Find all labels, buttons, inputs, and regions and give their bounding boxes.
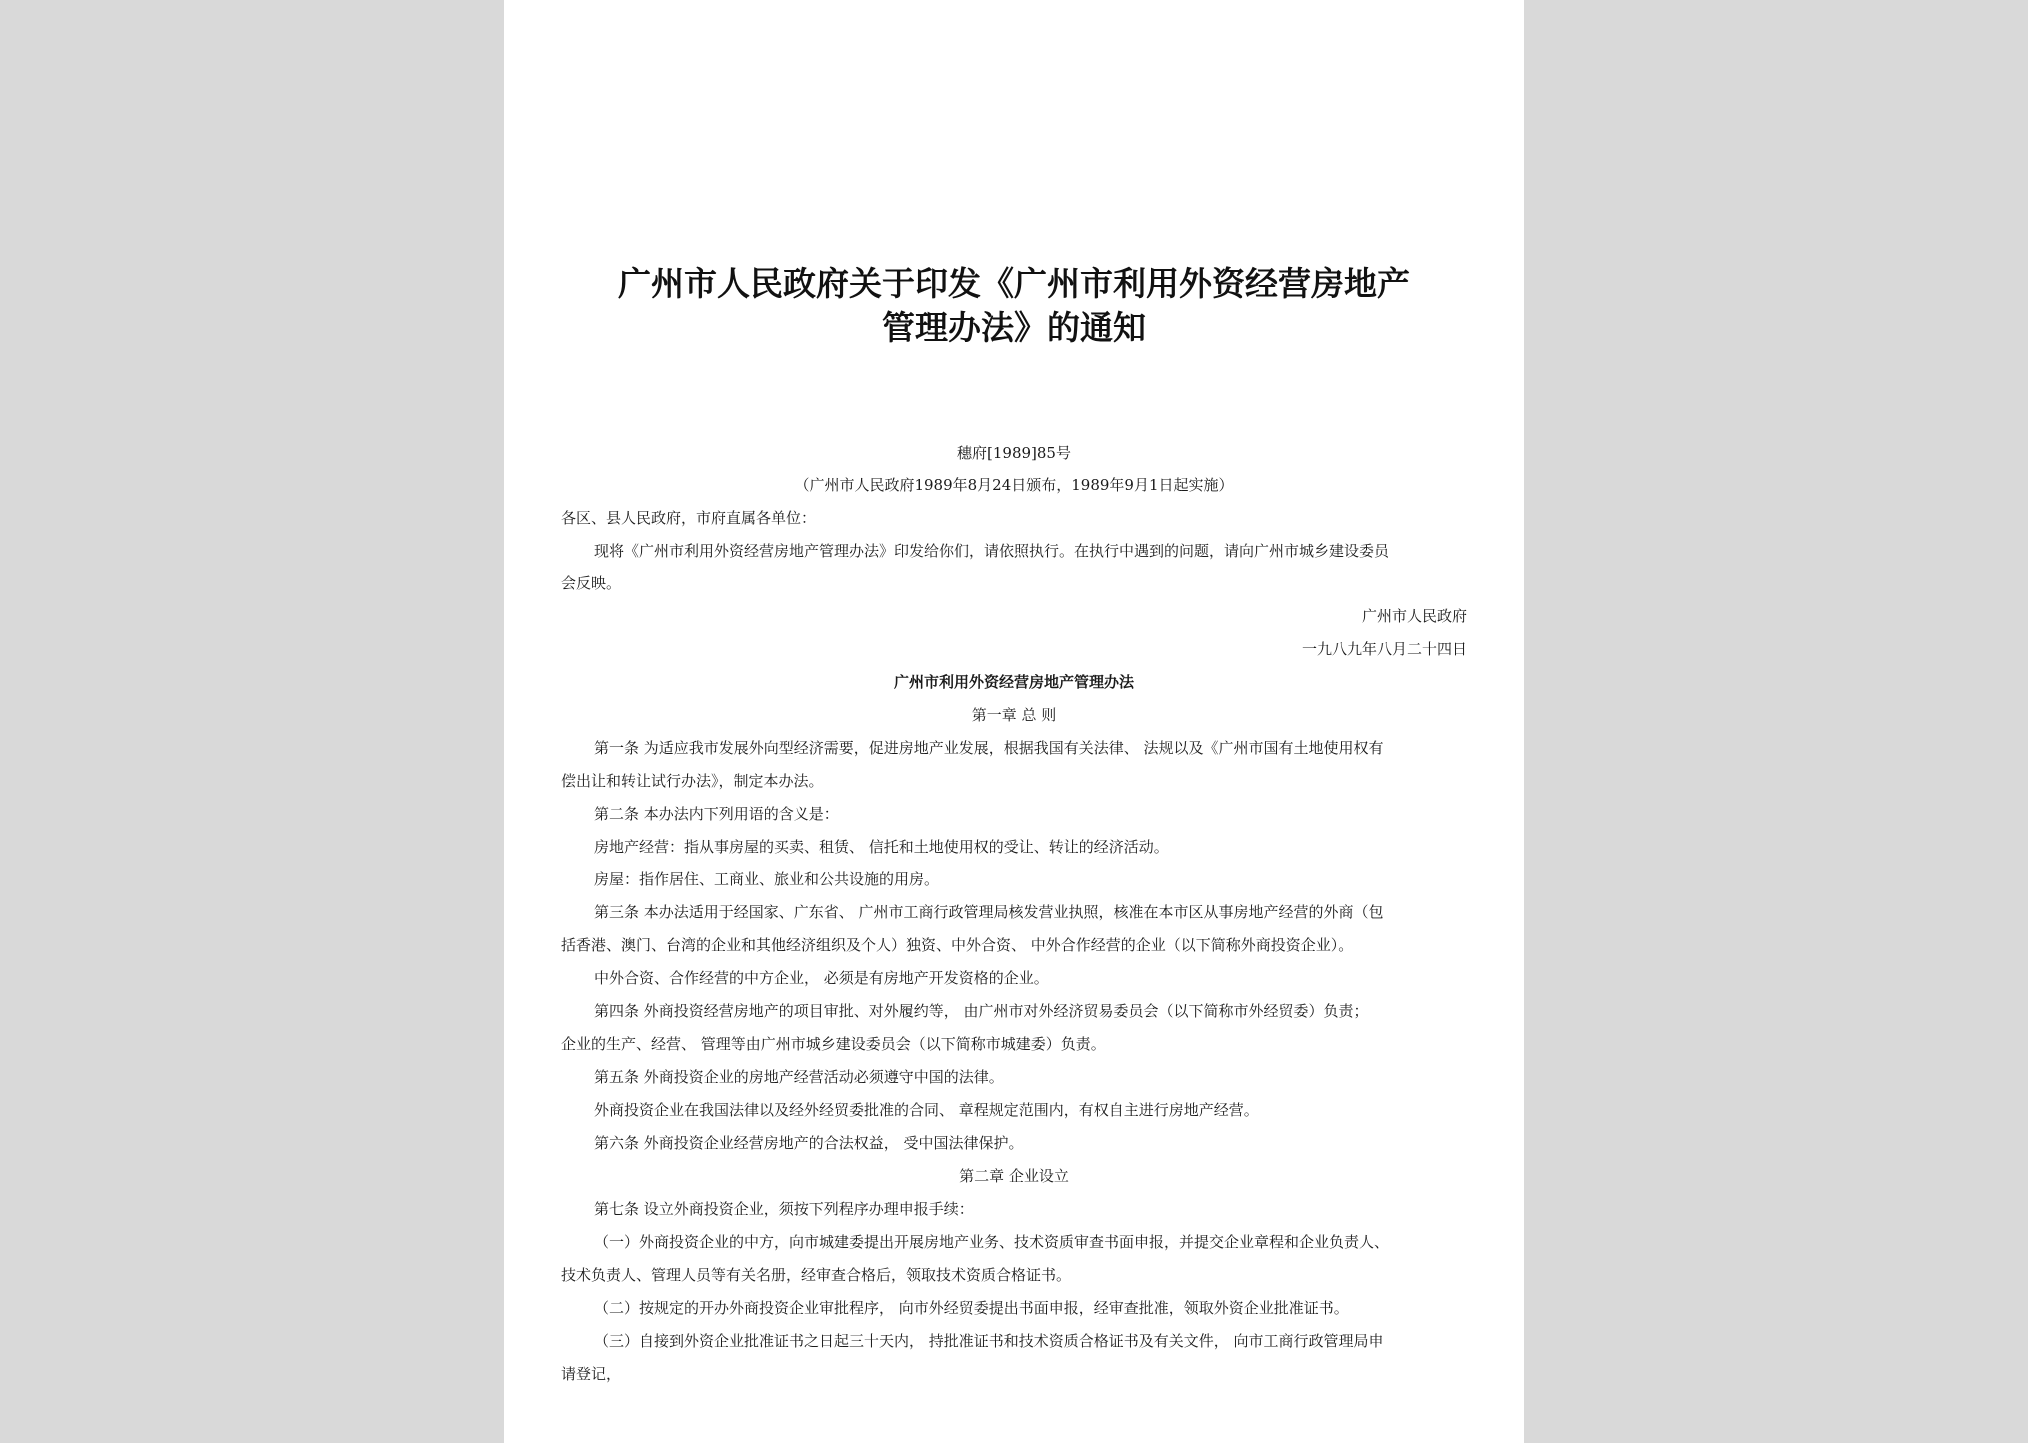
article-line: 偿出让和转让试行办法》，制定本办法。: [561, 772, 824, 790]
article-line: 括香港、澳门、台湾的企业和其他经济组织及个人）独资、中外合资、 中外合作经营的企业（以下简称外商投资企业）。: [561, 936, 1354, 954]
notice-paragraph-line: 会反映。: [561, 574, 622, 592]
article-line: （一）外商投资企业的中方，向市城建委提出开展房地产业务、技术资质审查书面申报，并提交企业章程和企业负责人、: [594, 1233, 1390, 1251]
chapter-heading: 第一章 总 则: [971, 706, 1057, 724]
article-line: 第七条 设立外商投资企业，须按下列程序办理申报手续：: [594, 1200, 974, 1218]
article-line: （三）自接到外资企业批准证书之日起三十天内， 持批准证书和技术资质合格证书及有关文件， 向市工商行政管理局申: [594, 1332, 1384, 1350]
issuance-note: （广州市人民政府1989年8月24日颁布，1989年9月1日起实施）: [794, 476, 1234, 494]
article-line: 第三条 本办法适用于经国家、广东省、 广州市工商行政管理局核发营业执照，核准在本市区从事房地产经营的外商（包: [594, 903, 1384, 921]
document-page: [504, 0, 1524, 1443]
article-line: 外商投资企业在我国法律以及经外经贸委批准的合同、 章程规定范围内，有权自主进行房地产经营。: [594, 1101, 1259, 1119]
article-line: 第五条 外商投资企业的房地产经营活动必须遵守中国的法律。: [594, 1068, 1004, 1086]
signature-org: 广州市人民政府: [1361, 607, 1467, 625]
article-line: 技术负责人、管理人员等有关名册，经审查合格后，领取技术资质合格证书。: [561, 1266, 1072, 1284]
chapter-heading: 第二章 企业设立: [959, 1167, 1069, 1185]
doc-number: 穗府[1989]85号: [957, 444, 1071, 462]
article-line: 第一条 为适应我市发展外向型经济需要，促进房地产业发展，根据我国有关法律、 法规以及《广州市国有土地使用权有: [594, 739, 1384, 757]
article-line: 房屋：指作居住、工商业、旅业和公共设施的用房。: [594, 870, 940, 888]
article-line: 第二条 本办法内下列用语的含义是：: [594, 805, 839, 823]
article-line: 第六条 外商投资企业经营房地产的合法权益， 受中国法律保护。: [594, 1134, 1024, 1152]
article-line: 企业的生产、经营、 管理等由广州市城乡建设委员会（以下简称市城建委）负责。: [561, 1035, 1106, 1053]
addressee: 各区、县人民政府，市府直属各单位：: [561, 509, 817, 527]
regulation-title: 广州市利用外资经营房地产管理办法: [893, 673, 1134, 691]
article-line: 房地产经营：指从事房屋的买卖、租赁、 信托和土地使用权的受让、转让的经济活动。: [594, 838, 1169, 856]
article-line: 中外合资、合作经营的中方企业， 必须是有房地产开发资格的企业。: [594, 969, 1049, 987]
title-line-2: 管理办法》的通知: [882, 308, 1146, 347]
notice-paragraph-line: 现将《广州市利用外资经营房地产管理办法》印发给你们，请依照执行。在执行中遇到的问题，请向广州市城乡建设委员: [594, 542, 1390, 560]
article-line: 请登记，: [561, 1365, 622, 1383]
signature-date: 一九八九年八月二十四日: [1301, 640, 1467, 658]
article-line: （二）按规定的开办外商投资企业审批程序， 向市外经贸委提出书面申报，经审查批准，领取外资企业批准证书。: [594, 1299, 1349, 1317]
article-line: 第四条 外商投资经营房地产的项目审批、对外履约等， 由广州市对外经济贸易委员会（以下简称市外经贸委）负责；: [594, 1002, 1369, 1020]
document-title: [561, 262, 1467, 350]
title-line-1: 广州市人民政府关于印发《广州市利用外资经营房地产: [618, 264, 1410, 303]
